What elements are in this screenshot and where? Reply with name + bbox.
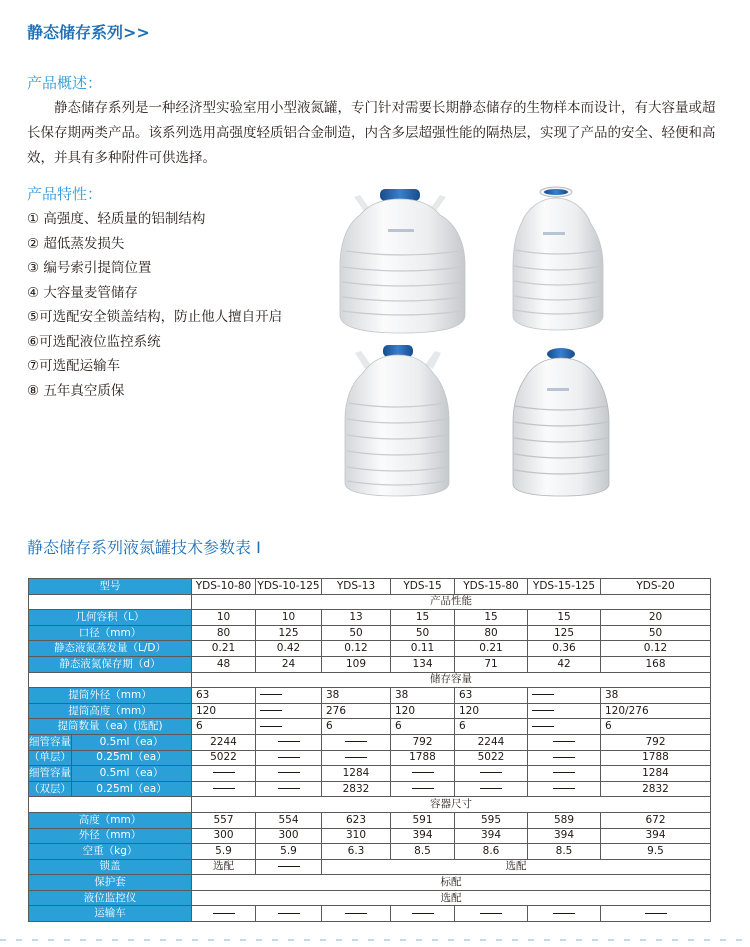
row-label: 0.5ml（ea） xyxy=(72,766,192,782)
table-cell: 109 xyxy=(322,656,391,672)
table-cell xyxy=(391,906,455,922)
table-cell: 2244 xyxy=(192,734,256,750)
section-label: 储存容量 xyxy=(192,672,711,688)
section-row xyxy=(29,594,711,610)
row-label: 提筒数量（ea）(选配) xyxy=(29,719,192,735)
table-cell: 8.5 xyxy=(391,844,455,860)
tank-photo-1 xyxy=(340,189,465,333)
row-group-label: （单层） xyxy=(29,750,72,766)
features-heading: 产品特性： xyxy=(27,185,103,203)
feature-item: ⑤可选配安全锁盖结构，防止他人擅自开启 xyxy=(27,309,283,325)
dash-mark xyxy=(213,913,235,914)
model-name: YDS-15-125 xyxy=(528,579,601,595)
dash-mark xyxy=(412,772,434,773)
feature-item: ④ 大容量麦管储存 xyxy=(27,284,138,301)
cover-row xyxy=(29,875,711,891)
table-cell xyxy=(455,906,528,922)
table-cell: 300 xyxy=(256,828,322,844)
table-cell: 672 xyxy=(601,812,711,828)
model-name: YDS-20 xyxy=(601,579,711,595)
row-label: 外径（mm） xyxy=(29,828,192,844)
table-cell: 2832 xyxy=(601,781,711,797)
overview-text xyxy=(27,96,717,171)
table-cell: 15 xyxy=(391,610,455,626)
row-label: 提筒外径（mm） xyxy=(29,688,192,704)
table-cell: 623 xyxy=(322,812,391,828)
table-cell: 394 xyxy=(528,828,601,844)
table-cell: 63 xyxy=(192,688,256,704)
table-cell: 80 xyxy=(192,625,256,641)
feature-item: ② 超低蒸发损失 xyxy=(27,235,125,252)
monitor-row xyxy=(29,890,711,906)
row-label: 高度（mm） xyxy=(29,812,192,828)
model-name: YDS-10-125 xyxy=(256,579,322,595)
table-cell xyxy=(192,766,256,782)
dash-mark xyxy=(480,772,502,773)
section-row xyxy=(29,672,711,688)
table-cell: 20 xyxy=(601,610,711,626)
dash-mark xyxy=(412,913,434,914)
row-label: 口径（mm） xyxy=(29,625,192,641)
table-cell: 6 xyxy=(601,719,711,735)
dash-mark xyxy=(260,710,282,711)
spec-table xyxy=(28,578,711,922)
row-label: 锁盖 xyxy=(29,859,192,875)
table-cell xyxy=(256,703,322,719)
table-cell: 6 xyxy=(455,719,528,735)
table-cell: 595 xyxy=(455,812,528,828)
table-cell: 0.21 xyxy=(192,641,256,657)
model-name: YDS-15-80 xyxy=(455,579,528,595)
tank-photo-2 xyxy=(513,187,603,330)
table-cell xyxy=(322,906,391,922)
row-label: 运输车 xyxy=(29,906,192,922)
table-cell xyxy=(528,766,601,782)
table-cell xyxy=(256,859,322,875)
dash-mark xyxy=(532,694,554,695)
table-row xyxy=(29,688,711,704)
table-cell xyxy=(322,734,391,750)
table-cell xyxy=(601,906,711,922)
table-cell: 选配 xyxy=(192,890,711,906)
table-cell: 15 xyxy=(455,610,528,626)
table-cell xyxy=(528,719,601,735)
table-cell: 6 xyxy=(192,719,256,735)
table-cell: 1788 xyxy=(601,750,711,766)
dash-mark xyxy=(345,757,367,758)
dash-mark xyxy=(532,726,554,727)
table-cell: 5.9 xyxy=(256,844,322,860)
dash-mark xyxy=(278,757,300,758)
row-label: 液位监控仪 xyxy=(29,890,192,906)
dash-mark xyxy=(532,710,554,711)
table-cell: 10 xyxy=(192,610,256,626)
table-cell xyxy=(528,688,601,704)
cart-row xyxy=(29,906,711,922)
table-row xyxy=(29,625,711,641)
table-cell: 394 xyxy=(601,828,711,844)
table-row xyxy=(29,641,711,657)
table-cell xyxy=(528,734,601,750)
table-row xyxy=(29,750,711,766)
dash-mark xyxy=(345,913,367,914)
table-cell: 10 xyxy=(256,610,322,626)
table-row xyxy=(29,766,711,782)
table-cell: 48 xyxy=(192,656,256,672)
table-row xyxy=(29,828,711,844)
overview-paragraph: 静态储存系列是一种经济型实验室用小型液氮罐，专门针对需要长期静态储存的生物样本而设计，有大容量或超长保存期两类产品。该系列选用高强度轻质铝合金制造，内含多层超强性能的隔热层，实现了产品的安全、轻便和高效，并具有多种附件可供选择。 xyxy=(27,100,716,166)
table-cell: 15 xyxy=(528,610,601,626)
table-cell: 2832 xyxy=(322,781,391,797)
row-label: 几何容积（L） xyxy=(29,610,192,626)
table-cell: 2244 xyxy=(455,734,528,750)
table-cell: 选配 xyxy=(322,859,711,875)
dash-mark xyxy=(278,866,300,867)
dash-mark xyxy=(260,694,282,695)
row-group-label: 细管容量 xyxy=(29,766,72,782)
table-cell xyxy=(455,781,528,797)
table-cell: 50 xyxy=(391,625,455,641)
table-cell: 0.12 xyxy=(601,641,711,657)
table-cell xyxy=(528,781,601,797)
table-cell: 0.21 xyxy=(455,641,528,657)
footer-divider xyxy=(0,938,750,942)
tank-photo-4 xyxy=(513,348,609,496)
table-row xyxy=(29,844,711,860)
table-cell: 63 xyxy=(455,688,528,704)
table-cell: 1284 xyxy=(601,766,711,782)
table-cell: 276 xyxy=(322,703,391,719)
model-label: 型号 xyxy=(29,579,192,595)
feature-list xyxy=(27,207,282,403)
section-spacer xyxy=(29,594,192,610)
table-cell: 134 xyxy=(391,656,455,672)
table-cell xyxy=(528,750,601,766)
table-cell: 选配 xyxy=(192,859,256,875)
overview-heading: 产品概述： xyxy=(27,74,103,92)
table-cell: 394 xyxy=(391,828,455,844)
table-row xyxy=(29,656,711,672)
table-row xyxy=(29,734,711,750)
table-cell: 1788 xyxy=(391,750,455,766)
row-label: 静态液氮保存期（d） xyxy=(29,656,192,672)
dash-mark xyxy=(260,726,282,727)
dash-mark xyxy=(553,772,575,773)
dash-mark xyxy=(278,741,300,742)
table-row xyxy=(29,610,711,626)
table-cell: 38 xyxy=(322,688,391,704)
dash-mark xyxy=(553,788,575,789)
tank-photo-3 xyxy=(345,345,449,496)
table-cell: 42 xyxy=(528,656,601,672)
table-row xyxy=(29,812,711,828)
table-cell: 168 xyxy=(601,656,711,672)
table-cell: 300 xyxy=(192,828,256,844)
table-cell: 120 xyxy=(391,703,455,719)
table-cell xyxy=(528,906,601,922)
table-cell: 5022 xyxy=(455,750,528,766)
feature-item: ① 高强度、轻质量的铝制结构 xyxy=(27,211,206,227)
table-cell xyxy=(391,766,455,782)
table-cell: 5.9 xyxy=(192,844,256,860)
feature-item: ⑧ 五年真空质保 xyxy=(27,382,125,399)
table-cell: 591 xyxy=(391,812,455,828)
dash-mark xyxy=(278,913,300,914)
table-cell xyxy=(322,750,391,766)
row-label: 静态液氮蒸发量（L/D） xyxy=(29,641,192,657)
feature-item: ③ 编号索引提筒位置 xyxy=(27,260,152,276)
table-cell: 5022 xyxy=(192,750,256,766)
table-cell: 71 xyxy=(455,656,528,672)
row-label: 保护套 xyxy=(29,875,192,891)
table-cell: 557 xyxy=(192,812,256,828)
table-cell: 589 xyxy=(528,812,601,828)
table-cell: 0.36 xyxy=(528,641,601,657)
table-cell: 1284 xyxy=(322,766,391,782)
dash-mark xyxy=(553,913,575,914)
table-cell: 13 xyxy=(322,610,391,626)
table-cell xyxy=(455,766,528,782)
model-name: YDS-15 xyxy=(391,579,455,595)
section-row xyxy=(29,797,711,813)
table-cell xyxy=(256,766,322,782)
row-label: 0.25ml（ea） xyxy=(72,750,192,766)
table-cell: 125 xyxy=(528,625,601,641)
table-cell: 120/276 xyxy=(601,703,711,719)
table-cell: 8.6 xyxy=(455,844,528,860)
row-label: 空重（kg） xyxy=(29,844,192,860)
table-cell: 8.5 xyxy=(528,844,601,860)
table-cell: 38 xyxy=(601,688,711,704)
table-cell: 50 xyxy=(601,625,711,641)
dash-mark xyxy=(278,772,300,773)
table-cell: 554 xyxy=(256,812,322,828)
dash-mark xyxy=(480,913,502,914)
table-cell: 125 xyxy=(256,625,322,641)
table-row xyxy=(29,781,711,797)
model-row xyxy=(29,579,711,595)
table-cell: 38 xyxy=(391,688,455,704)
row-label: 0.5ml（ea） xyxy=(72,734,192,750)
page-title: 静态储存系列>> xyxy=(27,23,150,42)
section-spacer xyxy=(29,797,192,813)
row-group-label: （双层） xyxy=(29,781,72,797)
table-row xyxy=(29,719,711,735)
dash-mark xyxy=(345,741,367,742)
dash-mark xyxy=(412,788,434,789)
table-cell: 792 xyxy=(601,734,711,750)
table-cell: 80 xyxy=(455,625,528,641)
row-label: 0.25ml（ea） xyxy=(72,781,192,797)
row-group-label: 细管容量 xyxy=(29,734,72,750)
section-label: 容器尺寸 xyxy=(192,797,711,813)
table-cell: 9.5 xyxy=(601,844,711,860)
table-cell xyxy=(256,906,322,922)
table-title: 静态储存系列液氮罐技术参数表 I xyxy=(27,538,261,557)
model-name: YDS-13 xyxy=(322,579,391,595)
section-spacer xyxy=(29,672,192,688)
dash-mark xyxy=(213,788,235,789)
table-cell: 6.3 xyxy=(322,844,391,860)
table-cell xyxy=(192,781,256,797)
table-cell xyxy=(391,781,455,797)
table-cell xyxy=(256,719,322,735)
dash-mark xyxy=(278,788,300,789)
table-cell: 310 xyxy=(322,828,391,844)
dash-mark xyxy=(553,757,575,758)
row-label: 提筒高度（mm） xyxy=(29,703,192,719)
model-name: YDS-10-80 xyxy=(192,579,256,595)
section-label: 产品性能 xyxy=(192,594,711,610)
dash-mark xyxy=(645,913,667,914)
table-cell xyxy=(256,781,322,797)
table-cell xyxy=(256,750,322,766)
table-cell: 0.12 xyxy=(322,641,391,657)
table-row xyxy=(29,703,711,719)
table-cell: 标配 xyxy=(192,875,711,891)
table-cell: 0.11 xyxy=(391,641,455,657)
table-cell xyxy=(192,906,256,922)
table-cell xyxy=(256,734,322,750)
table-cell: 50 xyxy=(322,625,391,641)
table-cell: 24 xyxy=(256,656,322,672)
feature-item: ⑦可选配运输车 xyxy=(27,358,121,374)
table-cell: 0.42 xyxy=(256,641,322,657)
table-cell: 394 xyxy=(455,828,528,844)
table-cell: 120 xyxy=(192,703,256,719)
table-cell: 6 xyxy=(322,719,391,735)
table-cell: 120 xyxy=(455,703,528,719)
table-cell: 792 xyxy=(391,734,455,750)
lock-row xyxy=(29,859,711,875)
product-photos xyxy=(335,180,625,500)
dash-mark xyxy=(213,772,235,773)
dash-mark xyxy=(553,741,575,742)
table-cell: 6 xyxy=(391,719,455,735)
dash-mark xyxy=(480,788,502,789)
table-cell xyxy=(256,688,322,704)
feature-item: ⑥可选配液位监控系统 xyxy=(27,333,161,350)
table-cell xyxy=(528,703,601,719)
